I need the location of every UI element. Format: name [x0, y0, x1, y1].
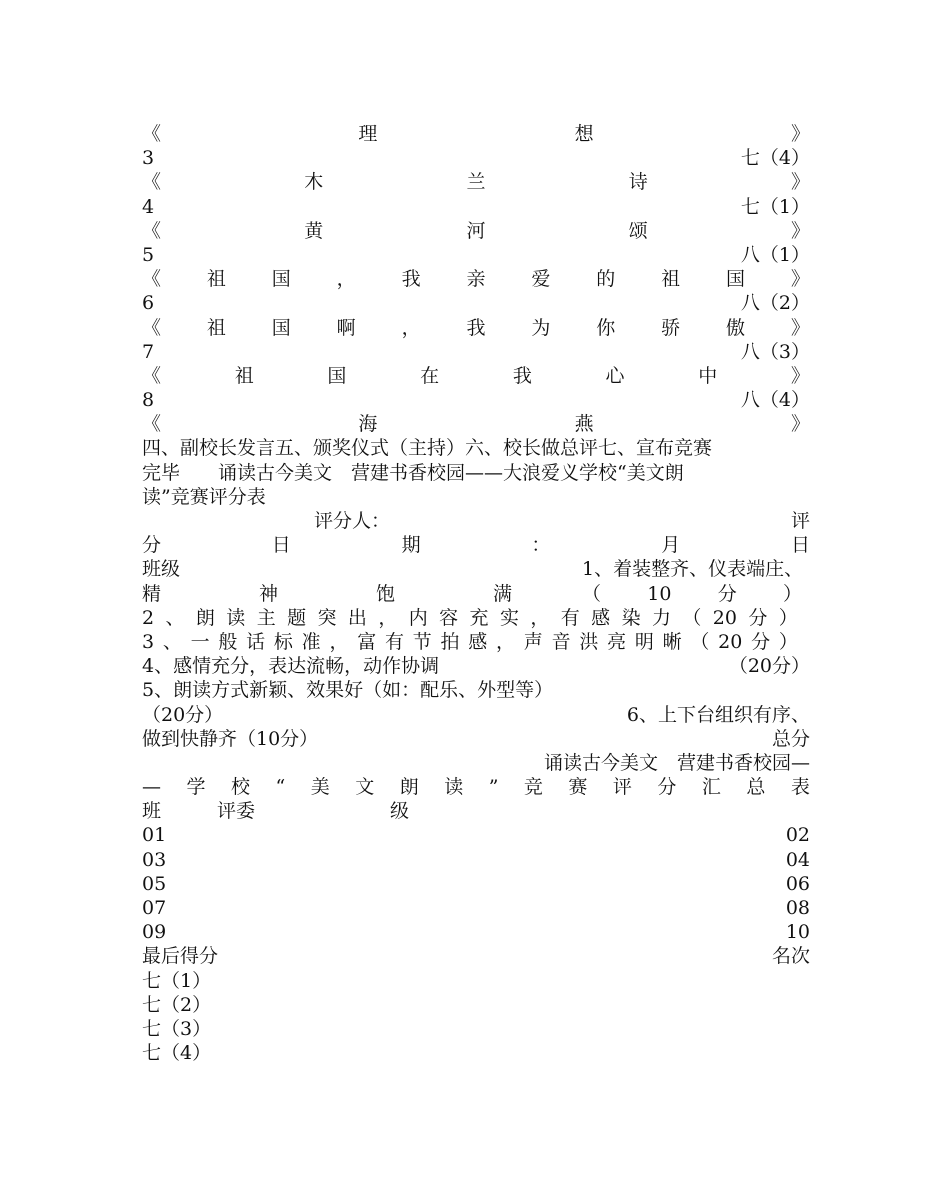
summary-title-char: 朗 — [399, 776, 419, 799]
class-label: 班级 — [142, 558, 181, 581]
judge-number: 09 — [142, 921, 167, 944]
program-title-char: 《 — [142, 171, 162, 194]
criterion-2-char: 力 — [651, 606, 671, 629]
criterion-1-char: 10 — [647, 582, 672, 605]
program-title-char: 《 — [142, 219, 162, 242]
program-title-char: 我 — [401, 268, 421, 291]
program-title-char: 河 — [466, 219, 486, 242]
criterion-1-char: 满 — [492, 582, 512, 605]
criterion-2-char: （ — [682, 606, 702, 629]
judge-row — [142, 896, 810, 920]
program-number: 3 — [142, 147, 155, 170]
judge-row — [142, 823, 810, 847]
program-title-char: 》 — [790, 123, 810, 145]
program-title-char: 《 — [142, 316, 162, 339]
program-title-char: 我 — [466, 316, 486, 339]
program-row-3 — [142, 146, 810, 170]
program-title-8 — [142, 364, 810, 388]
criterion-3-char: 分 — [751, 630, 771, 653]
program-row-5 — [142, 243, 810, 267]
criterion-6-row — [142, 727, 810, 751]
program-title-char: ， — [401, 316, 421, 339]
class-row: 七（3） — [142, 1017, 212, 1040]
criterion-3-char: 有 — [384, 630, 404, 653]
program-title-char: ， — [336, 268, 356, 291]
criterion-2-char: 朗 — [195, 606, 215, 629]
summary-title-char: 汇 — [701, 776, 721, 799]
program-title-char: 》 — [790, 316, 810, 339]
summary-title: 诵读古今美文 营建书香校园— — [543, 751, 810, 774]
judge-number: 06 — [785, 872, 810, 895]
criterion-5-score: （20分） — [142, 703, 224, 726]
criterion-2-char: 主 — [256, 606, 276, 629]
program-title-char: 你 — [596, 316, 616, 339]
class-row: 七（2） — [142, 993, 212, 1016]
final-score-row — [142, 944, 810, 968]
criterion-6: 6、上下台组织有序、 — [626, 703, 810, 726]
criterion-3-char: 3 — [142, 630, 155, 653]
summary-title-char: 学 — [186, 776, 206, 799]
program-title-char: 》 — [790, 219, 810, 242]
document-page — [142, 122, 810, 1065]
program-number: 5 — [142, 243, 155, 266]
program-number: 7 — [142, 340, 155, 363]
criterion-2-char: 充 — [469, 606, 489, 629]
judge-row — [142, 920, 810, 944]
judge-row — [142, 848, 810, 872]
criterion-2-char: ， — [530, 606, 550, 629]
summary-title-char: 表 — [790, 776, 810, 799]
agenda-line: 四、副校长发言五、颁奖仪式（主持）六、校长做总评七、宣布竞赛 — [142, 437, 713, 460]
program-title-char: 祖 — [234, 364, 254, 387]
summary-title-char: 文 — [355, 776, 375, 799]
program-title-char: 燕 — [574, 413, 594, 436]
program-title-char: 啊 — [336, 316, 356, 339]
criterion-3-char: 拍 — [440, 630, 460, 653]
summary-title-char: “ — [275, 776, 286, 799]
date-char: 分 — [142, 534, 162, 557]
summary-title-char: 读 — [444, 776, 464, 799]
evaluator-label: 评分人： — [314, 510, 391, 532]
criterion-2-char: 容 — [439, 606, 459, 629]
criterion-2-char: 出 — [347, 606, 367, 629]
program-title-char: 《 — [142, 123, 162, 145]
program-title-char: 中 — [698, 364, 718, 387]
program-class: 八（2） — [740, 292, 810, 315]
header-judges: 评委 — [217, 800, 256, 823]
criterion-2-char: 实 — [499, 606, 519, 629]
judge-number: 08 — [785, 897, 810, 919]
program-title-char: 国 — [271, 316, 291, 339]
program-title-char: 诗 — [628, 171, 648, 194]
summary-title-char: 校 — [230, 776, 250, 799]
program-title-char: 木 — [304, 171, 324, 194]
program-title-char: 兰 — [466, 171, 486, 194]
program-class: 七（1） — [740, 195, 810, 218]
criterion-4-score: （20分） — [728, 655, 810, 678]
criterion-3-char: 、 — [162, 630, 182, 653]
judge-row — [142, 872, 810, 896]
judge-number: 05 — [142, 872, 167, 895]
criterion-3-char: ， — [496, 630, 516, 653]
criterion-3-char: （ — [690, 630, 710, 653]
criterion-2-char: ， — [378, 606, 398, 629]
program-title-3 — [142, 122, 810, 146]
criterion-3-char: 感 — [468, 630, 488, 653]
program-title-char: 国 — [327, 364, 347, 387]
program-title-char: 》 — [790, 364, 810, 387]
criterion-1: 1、着装整齐、仪表端庄、 — [582, 558, 804, 581]
criterion-2-char: 染 — [621, 606, 641, 629]
criterion-1-char: 饱 — [375, 582, 395, 605]
summary-title-char: 分 — [657, 776, 677, 799]
program-title-char: 理 — [358, 123, 378, 145]
summary-title-char: 美 — [310, 776, 330, 799]
criterion-3-char: 洪 — [579, 630, 599, 653]
criterion-3-char: 20 — [718, 630, 743, 653]
program-class: 八（1） — [740, 243, 810, 266]
date-char: ： — [531, 534, 551, 557]
program-class: 七（4） — [740, 147, 810, 170]
total-label: 总分 — [771, 727, 810, 750]
program-title-char: 颂 — [628, 219, 648, 242]
program-title-7 — [142, 316, 810, 340]
criterion-2-char: 20 — [712, 606, 737, 629]
program-title-char: 的 — [596, 268, 616, 291]
program-title-char: 我 — [512, 364, 532, 387]
score-sheet-title: 读”竞赛评分表 — [142, 485, 266, 508]
program-title-char: 》 — [790, 171, 810, 194]
program-title-char: 《 — [142, 413, 162, 436]
program-class: 八（4） — [740, 389, 810, 412]
program-title-6 — [142, 267, 810, 291]
criterion-3-char: 准 — [301, 630, 321, 653]
program-title-char: 为 — [531, 316, 551, 339]
criterion-2-char: 内 — [408, 606, 428, 629]
criterion-3-char: ） — [778, 630, 798, 653]
summary-title-char: 总 — [746, 776, 766, 799]
program-number: 6 — [142, 292, 155, 315]
criterion-2-char: 感 — [591, 606, 611, 629]
program-title-char: 海 — [358, 413, 378, 436]
program-title-4 — [142, 170, 810, 194]
judge-number: 03 — [142, 848, 167, 871]
program-title-char: 国 — [271, 268, 291, 291]
program-class: 八（3） — [740, 340, 810, 363]
criterion-3-char: 明 — [634, 630, 654, 653]
criterion-3-char: 亮 — [607, 630, 627, 653]
program-title-char: 亲 — [466, 268, 486, 291]
program-title-char: 爱 — [531, 268, 551, 291]
criterion-3-char: 节 — [412, 630, 432, 653]
criterion-1-char: （ — [582, 582, 602, 605]
summary-title-char: 赛 — [568, 776, 588, 799]
program-title-char: 》 — [790, 413, 810, 436]
program-row-6 — [142, 291, 810, 315]
date-char: 评 — [790, 510, 810, 532]
criterion-6-text: 做到快静齐（10分） — [142, 727, 319, 750]
class-row: 七（1） — [142, 969, 212, 992]
criterion-3-char: 晰 — [662, 630, 682, 653]
summary-title-char: 竞 — [523, 776, 543, 799]
program-title-char: 想 — [574, 123, 594, 145]
evaluator-row — [142, 509, 810, 533]
criterion-3-char: 富 — [357, 630, 377, 653]
date-char: 月 — [661, 534, 681, 557]
date-char: 日 — [790, 534, 810, 557]
criterion-1-char: 神 — [258, 582, 278, 605]
criterion-2-char: 读 — [226, 606, 246, 629]
criterion-3-char: 话 — [246, 630, 266, 653]
program-row-8 — [142, 388, 810, 412]
criterion-2-char: ） — [778, 606, 798, 629]
program-title-char: 骄 — [661, 316, 681, 339]
criterion-2-char: 题 — [287, 606, 307, 629]
date-row — [142, 533, 810, 557]
criterion-2 — [142, 606, 810, 630]
criterion-3 — [142, 630, 810, 654]
criterion-2-char: 突 — [317, 606, 337, 629]
criterion-3-char: 般 — [218, 630, 238, 653]
criterion-1-char: 精 — [142, 582, 162, 605]
date-char: 日 — [271, 534, 291, 557]
judge-number: 01 — [142, 824, 167, 847]
program-title-5 — [142, 219, 810, 243]
criterion-4-text: 4、感情充分，表达流畅，动作协调 — [142, 655, 440, 678]
class-row: 七（4） — [142, 1042, 212, 1065]
summary-title-char: — — [142, 776, 161, 799]
date-char: 期 — [401, 534, 421, 557]
criterion-3-char: 声 — [523, 630, 543, 653]
criterion-2-char: 、 — [165, 606, 185, 629]
criterion-2-char: 分 — [748, 606, 768, 629]
judge-number: 07 — [142, 897, 167, 919]
judge-number: 04 — [785, 848, 810, 871]
criterion-2-char: 2 — [142, 606, 155, 629]
criterion-1-char: ） — [782, 582, 802, 605]
program-title-char: 祖 — [661, 268, 681, 291]
criterion-3-char: 音 — [551, 630, 571, 653]
program-title-char: 《 — [142, 364, 162, 387]
judge-number: 10 — [785, 921, 810, 944]
criteria-row-1 — [142, 557, 810, 581]
program-title-char: 在 — [420, 364, 440, 387]
summary-header — [142, 799, 810, 823]
program-title-char: 国 — [726, 268, 746, 291]
criterion-3-char: ， — [329, 630, 349, 653]
program-title-9 — [142, 412, 810, 436]
criterion-3-char: 一 — [190, 630, 210, 653]
header-class-top: 班 — [142, 800, 162, 823]
summary-title-cont — [142, 775, 810, 799]
program-title-char: 黄 — [304, 219, 324, 242]
header-class-bottom: 级 — [390, 800, 410, 823]
judge-number: 02 — [785, 824, 810, 847]
criterion-3-char: 标 — [273, 630, 293, 653]
criterion-5: 5、朗读方式新颖、效果好（如：配乐、外型等） — [142, 679, 554, 702]
summary-title-char: ” — [488, 776, 499, 799]
criterion-1-char: 分 — [717, 582, 737, 605]
program-number: 4 — [142, 195, 155, 218]
program-row-4 — [142, 195, 810, 219]
criteria-row-1b — [142, 582, 810, 606]
final-score-label: 最后得分 — [142, 945, 219, 968]
summary-title-char: 评 — [612, 776, 632, 799]
program-title-char: 祖 — [206, 268, 226, 291]
program-title-char: 》 — [790, 268, 810, 291]
program-row-7 — [142, 340, 810, 364]
criterion-2-char: 有 — [560, 606, 580, 629]
criterion-5-6-row — [142, 703, 810, 727]
rank-label: 名次 — [771, 945, 810, 968]
criterion-4 — [142, 654, 810, 678]
program-title-char: 祖 — [206, 316, 226, 339]
program-title-char: 傲 — [726, 316, 746, 339]
program-number: 8 — [142, 389, 155, 412]
program-title-char: 《 — [142, 268, 162, 291]
agenda-and-title-line: 完毕 诵读古今美文 营建书香校园——大浪爱义学校“美文朗 — [142, 461, 684, 484]
program-title-char: 心 — [605, 364, 625, 387]
